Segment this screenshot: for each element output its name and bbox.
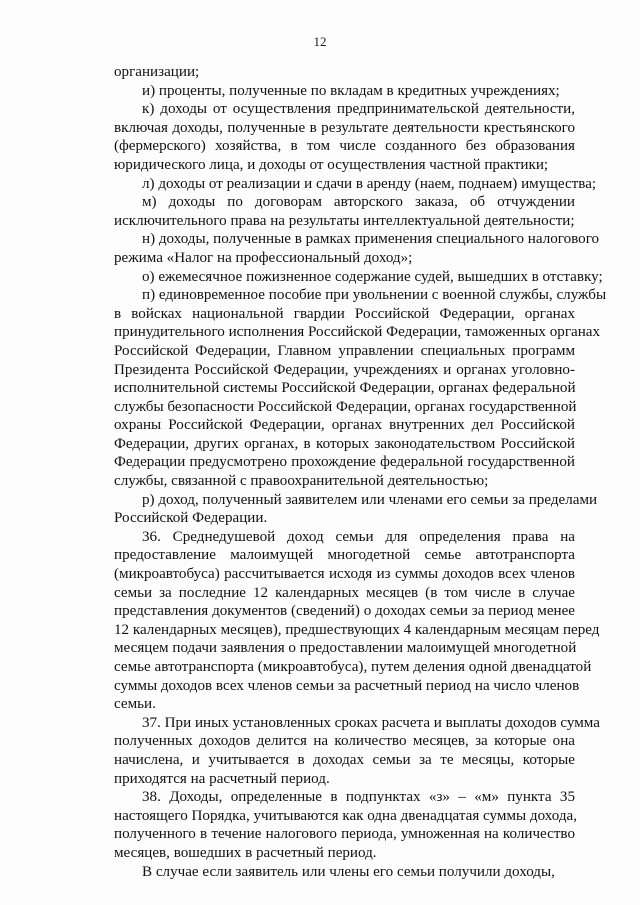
paragraph	[86, 193, 575, 230]
text-line: В случае если заявитель или члены его семьи получили доходы,	[142, 863, 555, 880]
text-line: охраны Российской Федерации, органах внутренних дел Российской	[114, 417, 575, 434]
text-line: исполнительной системы Российской Федерации, органах федеральной	[114, 380, 576, 397]
text-line: к) доходы от осуществления предпринимательской деятельности,	[142, 101, 575, 118]
page-number: 12	[313, 34, 327, 49]
paragraph	[86, 230, 600, 267]
text-line: и) проценты, полученные по вкладам в кредитных учреждениях;	[142, 82, 560, 99]
text-line: Президента Российской Федерации, учреждениях и органах уголовно-	[114, 361, 575, 378]
text-line: полученных доходов делится на количество месяцев, за которые она	[114, 733, 575, 750]
paragraph	[86, 175, 597, 194]
text-line: службы безопасности Российской Федерации, органах государственной	[114, 398, 577, 415]
text-line: (фермерского) хозяйства, в том числе созданного без образования	[114, 138, 575, 155]
paragraph	[86, 82, 575, 101]
text-line: начислена, и учитывается в доходах семьи за те месяцы, которые	[114, 751, 575, 768]
text-line: семьи за последние 12 календарных месяцев (в том числе в случае	[114, 584, 575, 601]
text-line: полученного в течение налогового периода, умноженная на количество	[114, 826, 575, 843]
text-line: юридического лица, и доходы от осуществления частной практики;	[114, 156, 549, 173]
text-line: принудительного исполнения Российской Федерации, таможенных органах	[114, 324, 601, 341]
paragraph	[86, 528, 600, 714]
text-line: приходятся на расчетный период.	[114, 770, 330, 787]
text-line: семьи.	[114, 696, 156, 713]
text-line: Федерации, других органах, в которых законодательством Российской	[114, 435, 575, 452]
text-line: предоставление малоимущей многодетной семье автотранспорта	[114, 547, 575, 564]
text-line: исключительного права на результаты интеллектуальной деятельности;	[114, 212, 575, 229]
paragraph	[86, 714, 600, 788]
paragraph	[86, 100, 575, 174]
text-line: 12 календарных месяцев), предшествующих 4 календарным месяцам перед	[114, 621, 600, 638]
paragraph	[86, 286, 607, 491]
document-body	[86, 63, 607, 881]
text-line: (микроавтобуса) рассчитывается исходя из суммы доходов всех членов	[114, 566, 575, 583]
text-line: в войсках национальной гвардии Российской Федерации, органах	[114, 305, 575, 322]
text-line: п) единовременное пособие при увольнении с военной службы, службы	[142, 287, 607, 304]
paragraph	[86, 268, 603, 287]
text-line: включая доходы, полученные в результате деятельности крестьянского	[114, 119, 575, 136]
text-line: службы, связанной с правоохранительной деятельностью;	[114, 473, 489, 490]
text-line: представления документов (сведений) о доходах семьи за период менее	[114, 603, 575, 620]
text-line: организации;	[114, 64, 200, 80]
text-line: р) доход, полученный заявителем или членами его семьи за пределами	[142, 491, 598, 508]
paragraph	[86, 788, 578, 862]
text-line: 36. Среднедушевой доход семьи для определения права на	[142, 528, 575, 545]
text-line: настоящего Порядка, учитываются как одна двенадцатая суммы дохода,	[114, 807, 578, 824]
text-line: 38. Доходы, определенные в подпунктах «з» – «м» пункта 35	[142, 789, 575, 806]
text-line: м) доходы по договорам авторского заказа, об отчуждении	[142, 194, 575, 211]
text-line: Федерации предусмотрено прохождение федеральной государственной	[114, 454, 575, 471]
paragraph	[86, 491, 598, 528]
text-line: н) доходы, полученные в рамках применения специального налогового	[142, 231, 600, 248]
text-line: суммы доходов всех членов семьи за расчетный период на число членов	[114, 677, 580, 694]
text-line: месяцев, вошедших в расчетный период.	[114, 844, 377, 861]
text-line: л) доходы от реализации и сдачи в аренду (наем, поднаем) имущества;	[142, 175, 597, 192]
paragraph	[86, 63, 575, 82]
text-line: месяцем подачи заявления о предоставлении малоимущей многодетной	[114, 640, 577, 657]
text-line: Российской Федерации.	[114, 510, 268, 527]
text-line: 37. При иных установленных сроках расчета и выплаты доходов сумма	[142, 714, 600, 731]
text-line: семье автотранспорта (микроавтобуса), путем деления одной двенадцатой	[114, 659, 592, 675]
text-line: режима «Налог на профессиональный доход»;	[114, 249, 413, 266]
text-line: Российской Федерации, Главном управлении специальных программ	[114, 342, 575, 359]
text-line: о) ежемесячное пожизненное содержание судей, вышедших в отставку;	[142, 268, 603, 285]
paragraph	[86, 863, 575, 882]
